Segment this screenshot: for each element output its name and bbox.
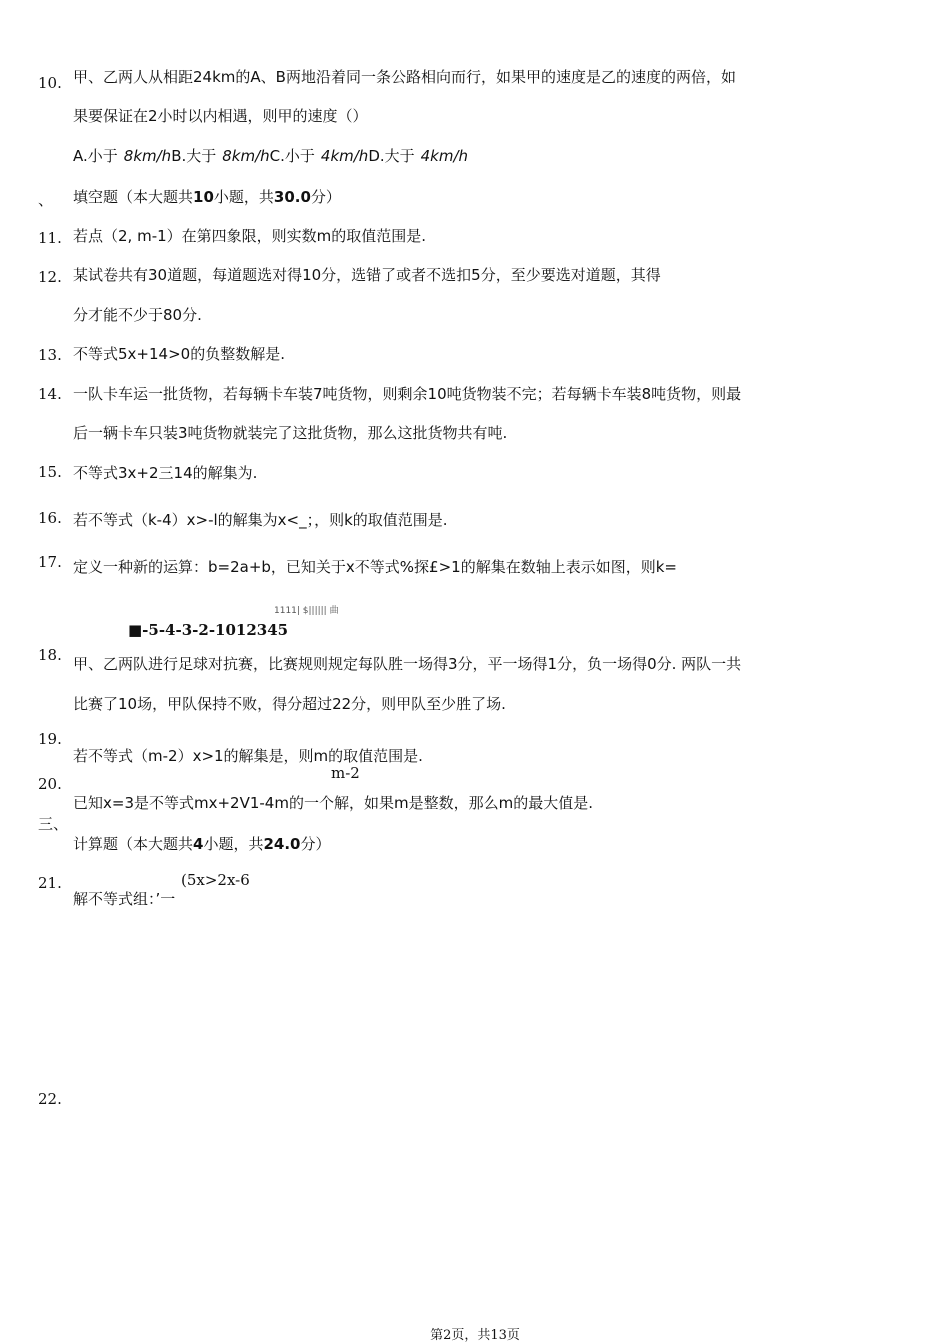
number-line-labels: ■-5-4-3-2-1012345 [128,621,289,639]
section3-title-mid: 小题，共 [203,835,264,853]
q19-text: 若不等式（m-2）x>1的解集是，则m的取值范围是. [73,747,423,765]
q13-number: 13. [38,346,62,364]
section3-count: 4 [193,835,204,853]
q18-number: 18. [38,646,62,664]
q11-number: 11. [38,229,62,247]
section2-score: 30.0 [273,188,311,206]
q16-text: 若不等式（k-4）x>-l的解集为x<_；，则k的取值范围是. [73,511,448,529]
q10-number: 10. [38,74,62,92]
q10-line1: 甲、乙两人从相距24km的A、B两地沿着同一条公路相向而行，如果甲的速度是乙的速度的两倍，如 [73,68,736,86]
q14-number: 14. [38,385,62,403]
q21-text: 解不等式组：’一 [73,890,176,908]
q15-number: 15. [38,463,62,481]
section3-heading [73,833,331,855]
q15-text: 不等式3x+2三14的解集为. [73,464,258,482]
q10-option-d-value: 4km/h [420,147,469,165]
section2-heading [73,186,341,208]
q20-text: 已知x=3是不等式mx+2V1-4m的一个解，如果m是整数，那么m的最大值是. [73,794,593,812]
q10-line2: 果要保证在2小时以内相遇，则甲的速度（） [73,107,368,125]
number-line-ticks: 1111| $|||||| 曲 [274,606,339,616]
q10-option-c-value: 4km/h [320,147,369,165]
q18-line1: 甲、乙两队进行足球对抗赛，比赛规则规定每队胜一场得3分，平一场得1分，负一场得0分. 两队一共 [73,655,742,673]
q19-number: 19. [38,730,62,748]
q13-text: 不等式5x+14>0的负整数解是. [73,345,285,363]
q10-option-c-label: C.小于 [269,147,315,165]
q10-option-a-label: A.小于 [73,147,118,165]
q10-option-b-label: B.大于 [171,147,217,165]
q21-number: 21. [38,874,62,892]
q18-line2: 比赛了10场，甲队保持不败，得分超过22分，则甲队至少胜了场. [73,695,506,713]
q12-line2: 分才能不少于80分. [73,306,202,324]
section2-title-mid: 小题，共 [213,188,274,206]
q20-number: 20. [38,775,62,793]
q12-line1: 某试卷共有30道题，每道题选对得10分，选错了或者不选扣5分，至少要选对道题，其得 [73,266,661,284]
q10-option-a-value: 8km/h [123,147,172,165]
q14-line1: 一队卡车运一批货物，若每辆卡车装7吨货物，则剩余10吨货物装不完；若每辆卡车装8吨货物，则最 [73,385,742,403]
q19-denominator: m-2 [331,764,360,782]
q17-text: 定义一种新的运算：b=2a+b，已知关于x不等式%探£>1的解集在数轴上表示如图，则k= [73,558,677,576]
q10-options [73,146,468,166]
page-footer: 第2页，共13页 [430,1328,520,1343]
q10-option-b-value: 8km/h [222,147,270,165]
section3-score: 24.0 [263,835,301,853]
q17-number: 17. [38,553,62,571]
section2-title-suffix: 分） [310,188,341,206]
q22-number: 22. [38,1090,62,1108]
q16-number: 16. [38,509,62,527]
section3-title-suffix: 分） [300,835,331,853]
section2-count: 10 [193,188,214,206]
q12-number: 12. [38,268,62,286]
q21-system-top: (5x>2x-6 [181,871,250,889]
q14-line2: 后一辆卡车只装3吨货物就装完了这批货物，那么这批货物共有吨. [73,424,508,442]
q11-text: 若点（2, m-1）在第四象限，则实数m的取值范围是. [73,227,427,245]
section3-title-prefix: 计算题（本大题共 [73,835,194,853]
q10-option-d-label: D.大于 [368,147,415,165]
section2-title-prefix: 填空题（本大题共 [73,188,194,206]
section3-marker: 三、 [38,815,69,833]
section2-marker: 、 [38,191,54,209]
